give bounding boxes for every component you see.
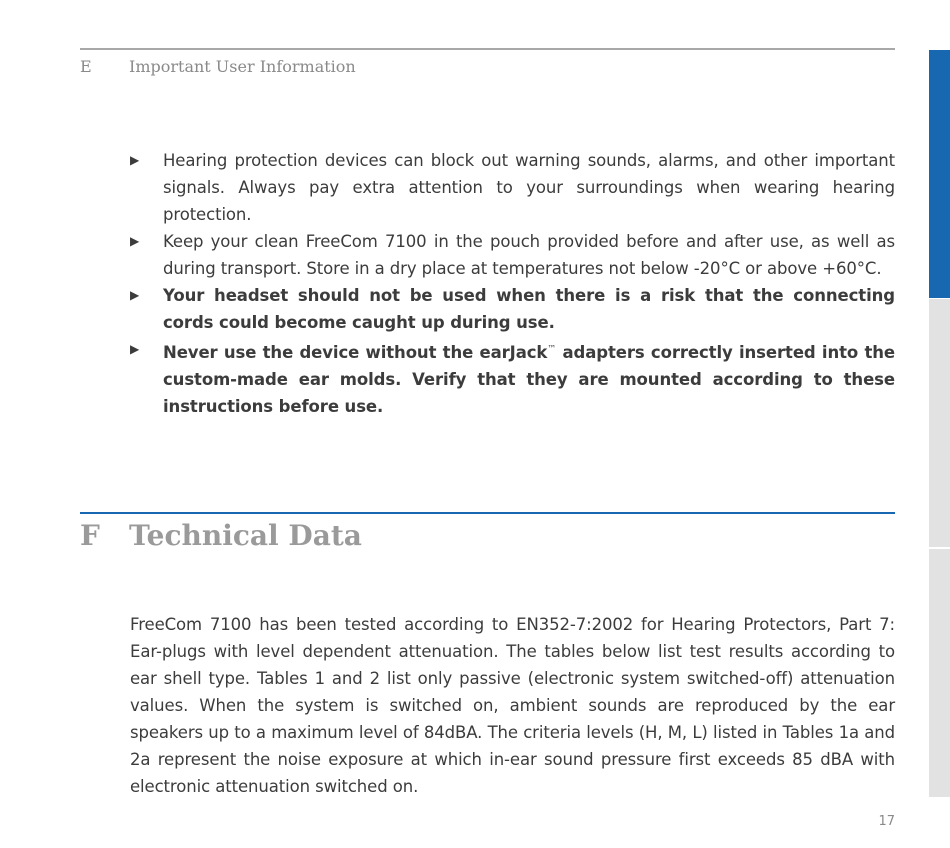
technical-data-paragraph: FreeCom 7100 has been tested according to EN352-7:2002 for Hearing Protectors, Part 7: Ear-plugs with level dependent attenuation. The tables below list test results according to ear shell type. Tables 1 and 2 list only passive (electronic system switched-off) attenuation values. When the system is switched on, ambient sounds are reproduced by the ear speakers up to a maximum level of 84dBA. The criteria levels (H, M, L) listed in Tables 1a and 2a represent the noise exposure at which in-ear sound pressure first exceeds 85 dBA with electronic attenuation switched on. <box>130 615 895 796</box>
chapter-tab-active[interactable] <box>929 50 950 298</box>
list-item <box>130 282 895 336</box>
list-item-text <box>163 343 895 416</box>
list-item-text-end: adapters correctly inserted into the custom-made ear molds. Verify that they are mounted according to these instructions before use. <box>163 342 895 416</box>
header-rule <box>80 48 895 50</box>
bullet-arrow-icon: ▶ <box>130 153 140 167</box>
list-item-text: Hearing protection devices can block out warning sounds, alarms, and other important signals. Always pay extra attention to your surroundings when wearing hearing protection. <box>163 151 895 224</box>
section-title: Technical Data <box>129 519 362 552</box>
chapter-tab[interactable] <box>929 299 950 547</box>
header-section-title: Important User Information <box>129 57 356 76</box>
bullet-arrow-icon: ▶ <box>130 234 140 248</box>
list-item-text: Your headset should not be used when there is a risk that the connecting cords could become caught up during use. <box>163 286 895 332</box>
warning-list <box>130 147 895 420</box>
section-letter: F <box>80 519 100 552</box>
list-item <box>130 228 895 282</box>
header-section-letter: E <box>80 57 92 76</box>
trademark-symbol: ™ <box>547 344 557 354</box>
page-number: 17 <box>878 814 895 829</box>
bullet-arrow-icon: ▶ <box>130 342 140 356</box>
list-item <box>130 336 895 420</box>
list-item <box>130 147 895 228</box>
section-rule <box>80 512 895 514</box>
chapter-tab[interactable] <box>929 549 950 797</box>
list-item-text-start: Never use the device without the earJack <box>163 342 548 362</box>
bullet-arrow-icon: ▶ <box>130 288 140 302</box>
list-item-text: Keep your clean FreeCom 7100 in the pouch provided before and after use, as well as during transport. Store in a dry place at temperatures not below -20°C or above +60°C. <box>163 232 895 278</box>
